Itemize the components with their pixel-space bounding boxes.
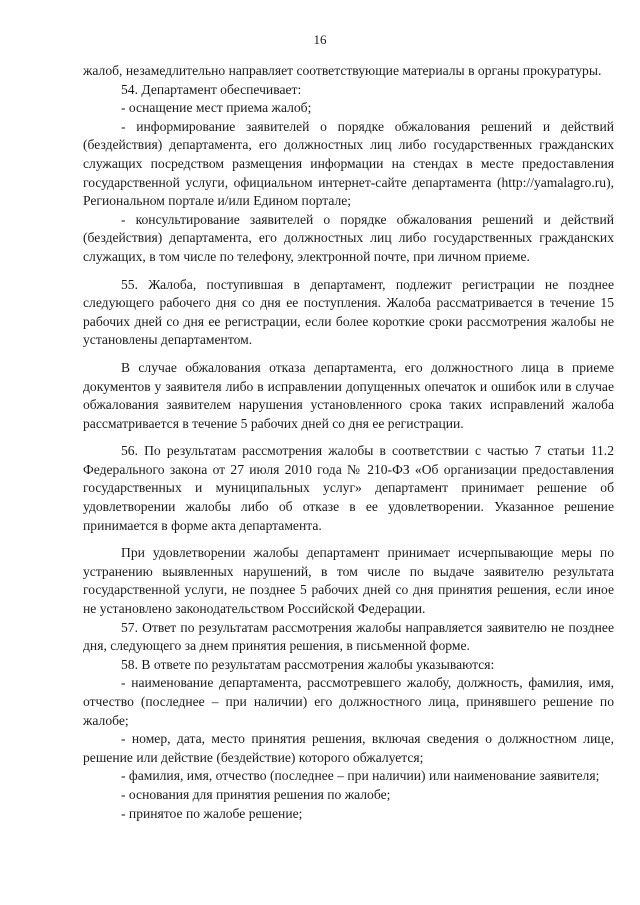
paragraph-54-heading: 54. Департамент обеспечивает: <box>121 81 302 97</box>
list-item-department-name: - наименование департамента, рассмотревшего жалобу, должность, фамилия, имя, отчество (последнее – при наличии) его должностного лица, принявшего решение по жалобе; <box>83 675 614 728</box>
list-item-equipment: - оснащение мест приема жалоб; <box>121 100 312 116</box>
paragraph-57: 57. Ответ по результатам рассмотрения жалобы направляется заявителю не позднее дня, следующего за днем принятия решения, в письменной форме. <box>83 619 614 654</box>
paragraph-56-satisfaction: При удовлетворении жалобы департамент принимает исчерпывающие меры по устранению выявленных нарушений, в том числе по выдаче заявителю результата государственной услуги, не позднее 5 рабочих дней со дня принятия решения, если иное не установлено законодательством Российской Федерации. <box>83 545 614 617</box>
document-body <box>83 62 614 823</box>
page-number: 16 <box>313 32 327 47</box>
paragraph-55: 55. Жалоба, поступившая в департамент, подлежит регистрации не позднее следующего рабочего дня со дня ее поступления. Жалоба рассматривается в течение 15 рабочих дней со дня ее регистрации, если более короткие сроки рассмотрения жалобы не установлены департаментом. <box>83 276 614 348</box>
list-item-informing: - информирование заявителей о порядке обжалования решений и действий (бездействия) департамента, его должностных лиц либо государственных гражданских служащих посредством размещения информации на стендах в месте предоставления государственной услуги, официальном интернет-сайте департамента (http://yamalagro.ru), Региональном портале и/или Едином портале; <box>83 118 614 209</box>
list-item-consulting: - консультирование заявителей о порядке обжалования решений и действий (бездействия) департамента, его должностных лиц либо государственных гражданских служащих, в том числе по телефону, электронной почте, при личном приеме. <box>83 211 614 264</box>
paragraph-55-refusal: В случае обжалования отказа департамента, его должностного лица в приеме документов у заявителя либо в исправлении допущенных опечаток и ошибок или в случае обжалования заявителем нарушения установленного срока таких исправлений жалоба рассматривается в течение 5 рабочих дней со дня ее регистрации. <box>83 359 614 431</box>
list-item-grounds: - основания для принятия решения по жалобе; <box>121 786 391 802</box>
paragraph-56: 56. По результатам рассмотрения жалобы в соответствии с частью 7 статьи 11.2 Федерального закона от 27 июля 2010 года № 210-ФЗ «Об организации предоставления государственных и муниципальных услуг» департамент принимает решение об удовлетворении жалобы либо об отказе в ее удовлетворении. Указанное решение принимается в форме акта департамента. <box>83 443 614 533</box>
list-item-applicant-name: - фамилия, имя, отчество (последнее – при наличии) или наименование заявителя; <box>121 768 600 784</box>
list-item-decision: - принятое по жалобе решение; <box>121 805 303 821</box>
list-item-decision-details: - номер, дата, место принятия решения, включая сведения о должностном лице, решение или действие (бездействие) которого обжалуется; <box>83 731 614 765</box>
paragraph-58-heading: 58. В ответе по результатам рассмотрения жалобы указываются: <box>121 656 495 672</box>
paragraph-continuation: жалоб, незамедлительно направляет соответствующие материалы в органы прокуратуры. <box>83 63 602 78</box>
